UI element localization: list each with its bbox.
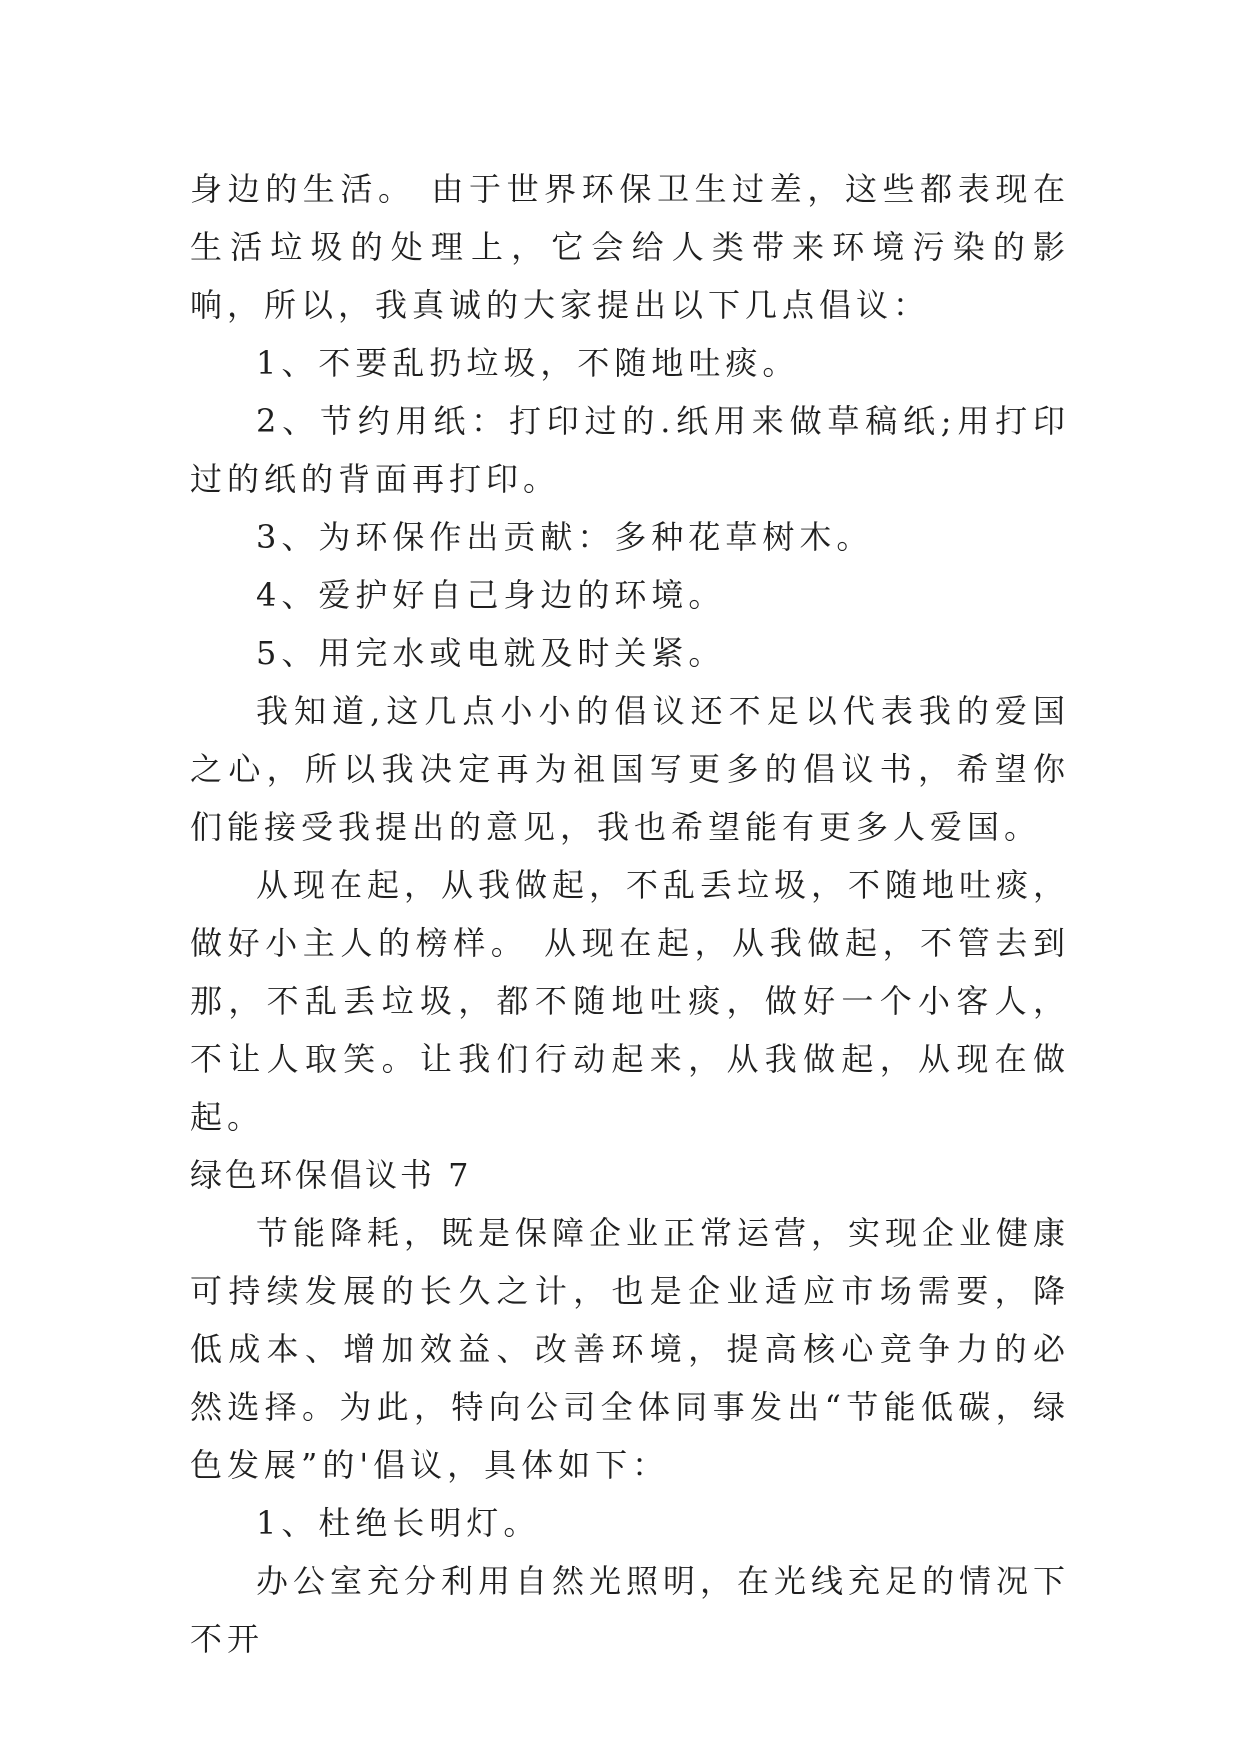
document-body — [190, 160, 1070, 1668]
paragraph-intro: 身边的生活。 由于世界环保卫生过差，这些都表现在生活垃圾的处理上，它会给人类带来环境污染的影响，所以，我真诚的大家提出以下几点倡议： — [190, 170, 1070, 324]
proposal-item-3: 3、为环保作出贡献：多种花草树木。 — [256, 518, 874, 556]
energy-item-1: 1、杜绝长明灯。 — [256, 1504, 541, 1542]
paragraph-call-to-action: 从现在起，从我做起，不乱丢垃圾，不随地吐痰，做好小主人的榜样。 从现在起，从我做起，不管去到那，不乱丢垃圾，都不随地吐痰，做好一个小客人，不让人取笑。让我们行动起来，从我做起，从现在做起。 — [190, 866, 1071, 1136]
paragraph-energy-intro: 节能降耗，既是保障企业正常运营，实现企业健康可持续发展的长久之计，也是企业适应市场需要，降低成本、增加效益、改善环境，提高核心竞争力的必然选择。为此，特向公司全体同事发出“节能低碳，绿色发展”的'倡议，具体如下： — [190, 1214, 1071, 1484]
paragraph-conclusion: 我知道,这几点小小的倡议还不足以代表我的爱国之心，所以我决定再为祖国写更多的倡议书，希望你们能接受我提出的意见，我也希望能有更多人爱国。 — [190, 692, 1070, 846]
proposal-item-1: 1、不要乱扔垃圾，不随地吐痰。 — [256, 344, 800, 382]
proposal-item-2: 2、节约用纸：打印过的.纸用来做草稿纸;用打印过的纸的背面再打印。 — [190, 402, 1070, 498]
paragraph-lighting: 办公室充分利用自然光照明，在光线充足的情况下不开 — [190, 1562, 1071, 1658]
proposal-item-5: 5、用完水或电就及时关紧。 — [256, 634, 726, 672]
proposal-item-4: 4、爱护好自己身边的环境。 — [256, 576, 726, 614]
section-heading: 绿色环保倡议书 7 — [190, 1156, 472, 1194]
